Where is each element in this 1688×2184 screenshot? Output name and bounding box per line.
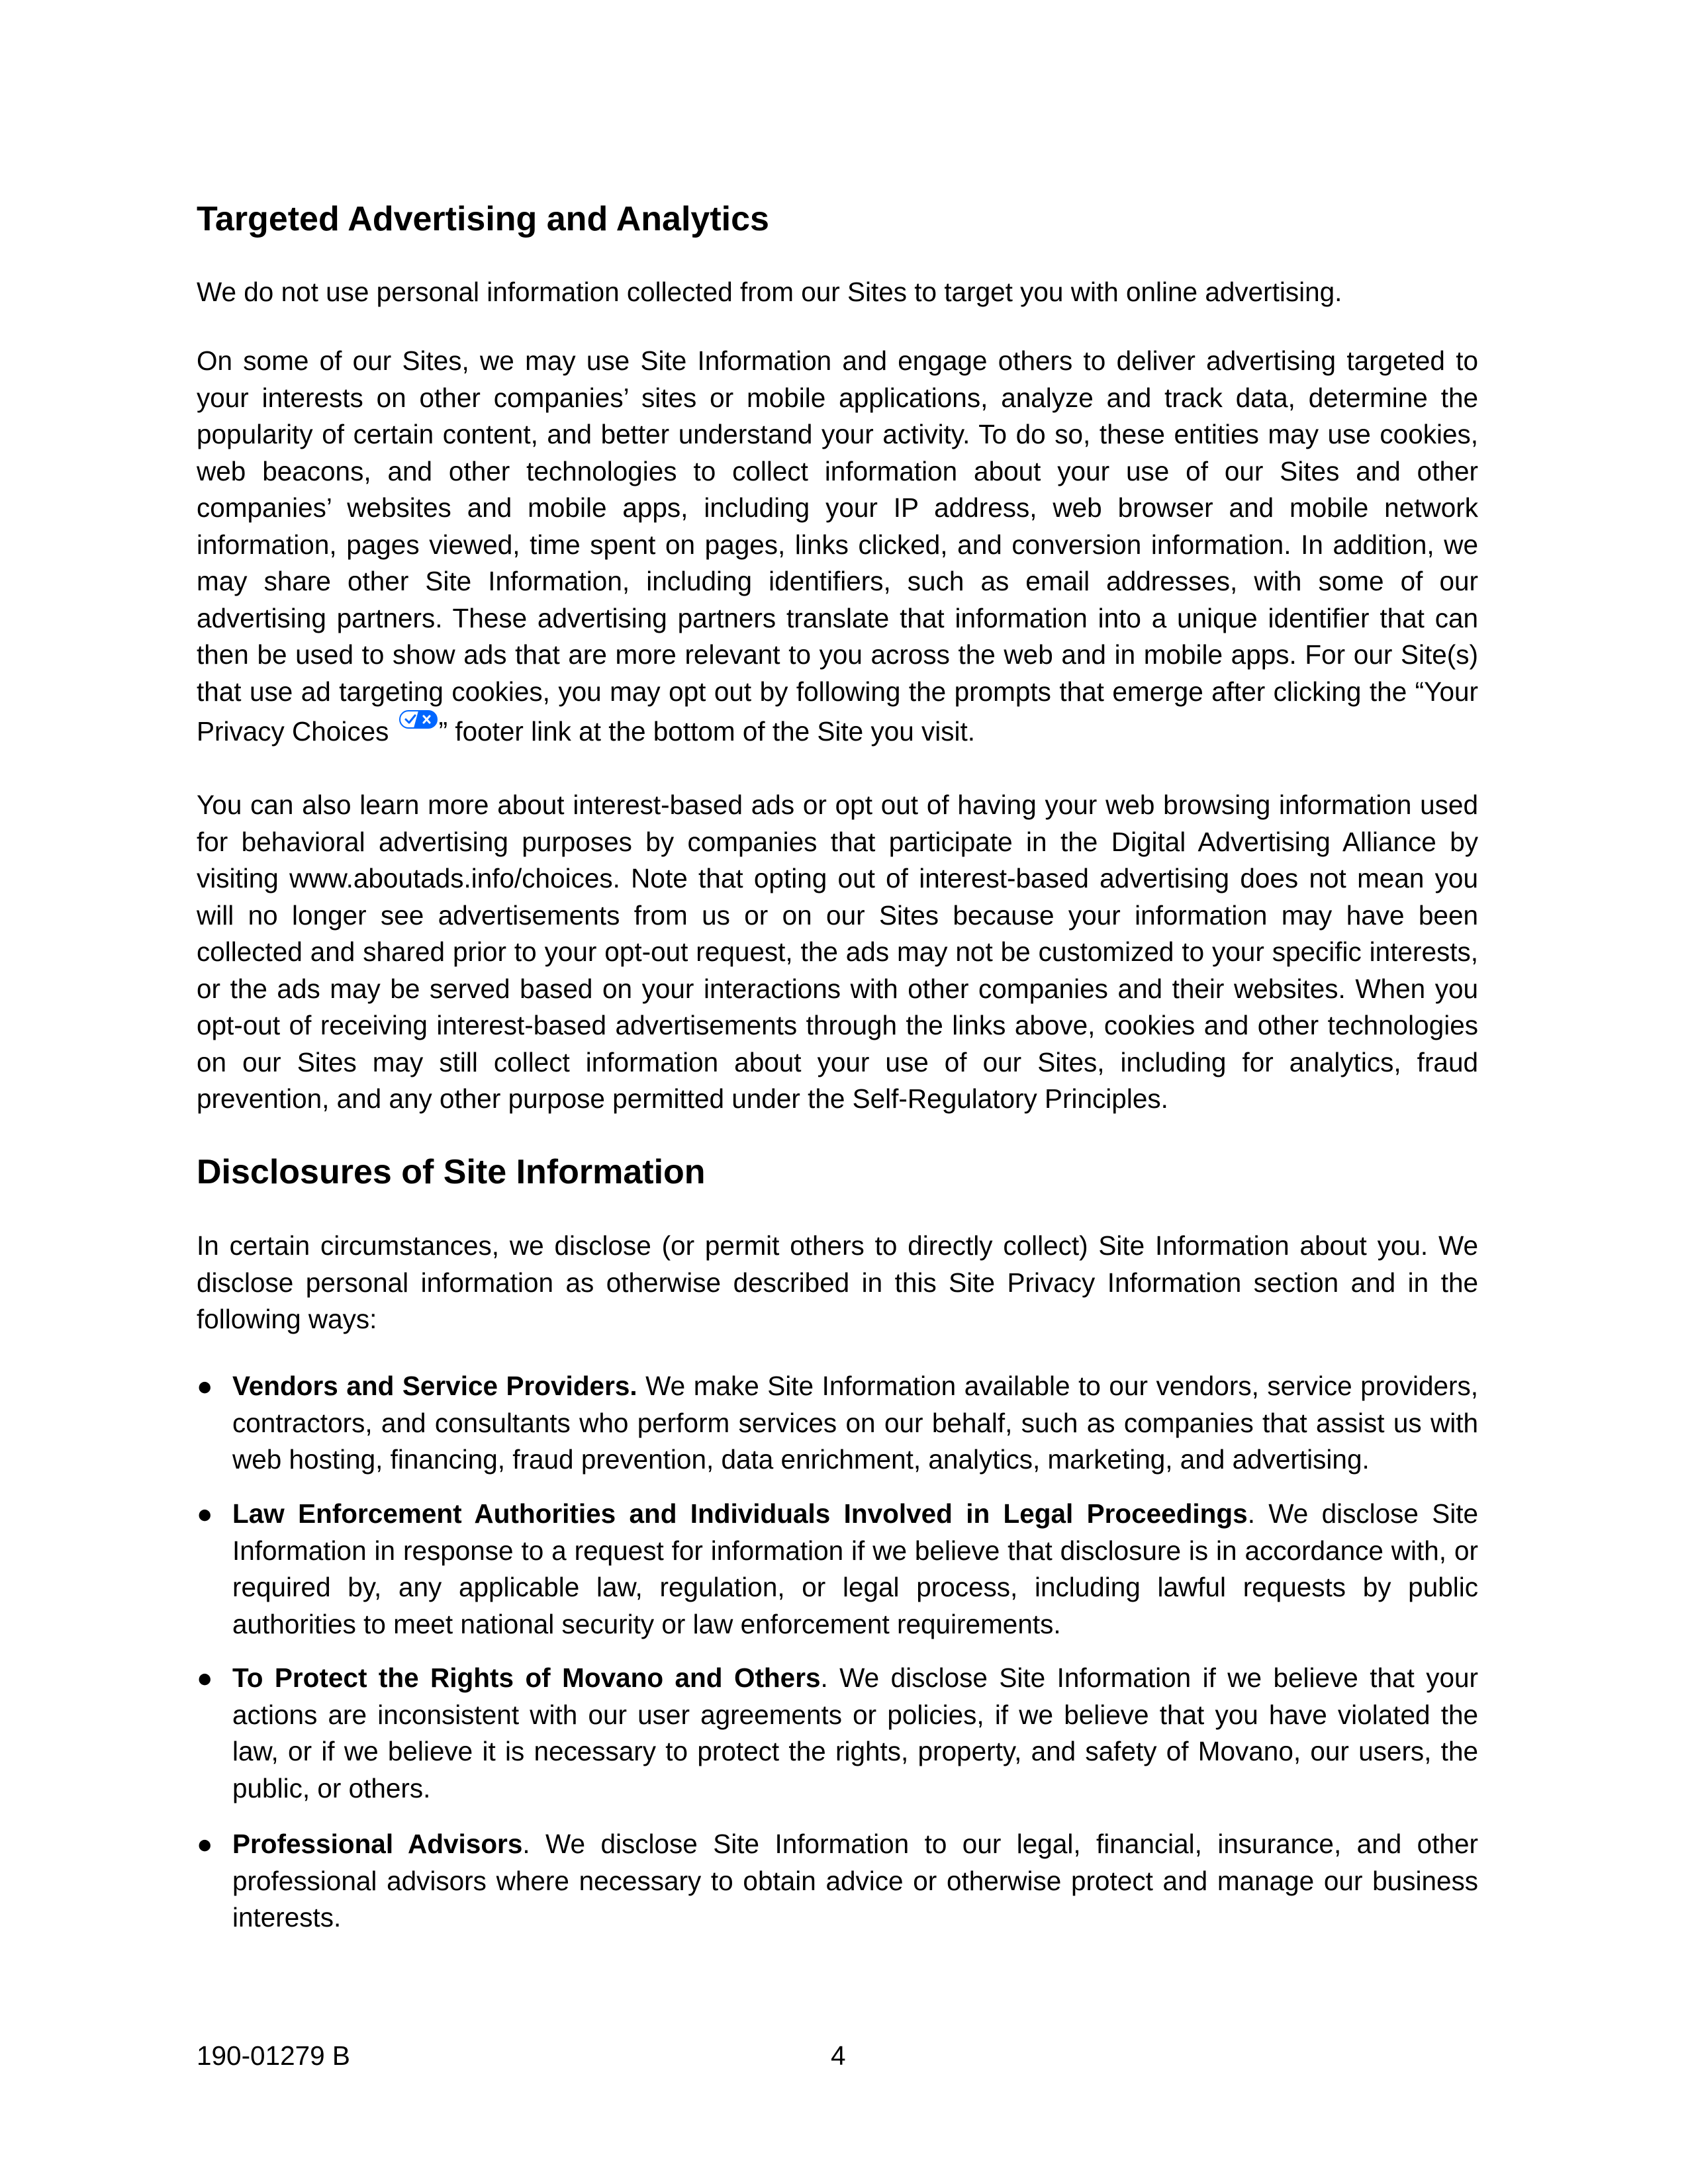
paragraph-disclosures-intro: In certain circumstances, we disclose (or permit others to directly collect) Site Information about you. We disclose personal information as otherwise described in this Site Privacy Information section and in the following ways: bbox=[197, 1230, 1478, 1334]
bullet-icon: ● bbox=[197, 1662, 213, 1693]
list-item-body: We disclose Site Information in response to a request for information if we believe that disclosure is in accordance with, or required by, any applicable law, regulation, or legal process, including lawful requests by public authorities to meet national security or law enforcement requirements. bbox=[232, 1498, 1478, 1639]
list-item-separator: . bbox=[522, 1829, 546, 1859]
bullet-icon: ● bbox=[197, 1829, 213, 1859]
list-item-text bbox=[232, 1660, 1478, 1807]
list-item-body: We make Site Information available to our vendors, service providers, contractors, and consultants who perform services on our behalf, such as companies that assist us with web hosting, financing, fraud prevention, data enrichment, analytics, marketing, and advertising. bbox=[232, 1371, 1478, 1475]
footer-page-number: 4 bbox=[831, 2040, 846, 2071]
list-item-title: Vendors and Service Providers. bbox=[232, 1371, 637, 1401]
list-item-body: We disclose Site Information if we believe that your actions are inconsistent with our user agreements or policies, if we believe that you have violated the law, or if we believe it is necessary to protect the rights, property, and safety of Movano, our users, the public, or others. bbox=[232, 1662, 1478, 1803]
list-item-body: We disclose Site Information to our legal, financial, insurance, and other professional advisors where necessary to obtain advice or otherwise protect and manage our business interests. bbox=[232, 1829, 1478, 1933]
list-item-separator: . bbox=[1247, 1498, 1269, 1529]
paragraph-site-information-advertising bbox=[197, 343, 1478, 751]
list-item-text bbox=[232, 1368, 1478, 1479]
paragraph-no-personal-targeting: We do not use personal information collected from our Sites to target you with online advertising. bbox=[197, 277, 1342, 307]
section-heading-targeted-advertising: Targeted Advertising and Analytics bbox=[197, 200, 769, 238]
list-item-title: Law Enforcement Authorities and Individuals Involved in Legal Proceedings bbox=[232, 1498, 1248, 1529]
paragraph-interest-based-ads: You can also learn more about interest-based ads or opt out of having your web browsing information used for behavioral advertising purposes by companies that participate in the Digital Advertising Alliance by visiting www.aboutads.info/choices. Note that opting out of interest-based advertising does not mean you will no longer see advertisements from us or on our Sites because your information may have been collected and shared prior to your opt-out request, the ads may not be customized to your specific interests, or the ads may be served based on your interactions with other companies and their websites. When you opt-out of receiving interest-based advertisements through the links above, cookies and other technologies on our Sites may still collect information about your use of our Sites, including for analytics, fraud prevention, and any other purpose permitted under the Self-Regulatory Principles. bbox=[197, 790, 1478, 1114]
bullet-icon: ● bbox=[197, 1371, 213, 1401]
paragraph-site-information-advertising-text: On some of our Sites, we may use Site Information and engage others to deliver advertising targeted to your interests on other companies’ sites or mobile applications, analyze and track data, determine the popularity of certain content, and better understand your activity. To do so, these entities may use cookies, web beacons, and other technologies to collect information about your use of our Sites and other companies’ websites and mobile apps, including your IP address, web browser and mobile network information, pages viewed, time spent on pages, links clicked, and conversion information. In addition, we may share other Site Information, including identifiers, such as email addresses, with some of our advertising partners. These advertising partners translate that information into a unique identifier that can then be used to show ads that are more relevant to you across the web and in mobile apps. For our Site(s) that use ad targeting cookies, you may opt out by following the prompts that emerge after clicking the “Your Privacy Choices bbox=[197, 345, 1478, 747]
list-item-title: To Protect the Rights of Movano and Others bbox=[232, 1662, 821, 1693]
list-item-title: Professional Advisors bbox=[232, 1829, 523, 1859]
list-item-text bbox=[232, 1826, 1478, 1936]
list-item-separator: . bbox=[820, 1662, 840, 1693]
privacy-choices-toggle-icon bbox=[399, 710, 438, 729]
footer-document-id: 190-01279 B bbox=[197, 2040, 350, 2071]
paragraph-site-information-advertising-tail: ” footer link at the bottom of the Site you visit. bbox=[438, 716, 976, 747]
section-heading-disclosures: Disclosures of Site Information bbox=[197, 1153, 706, 1191]
bullet-icon: ● bbox=[197, 1498, 213, 1529]
list-item-text bbox=[232, 1496, 1478, 1643]
list-item-separator bbox=[637, 1371, 646, 1401]
